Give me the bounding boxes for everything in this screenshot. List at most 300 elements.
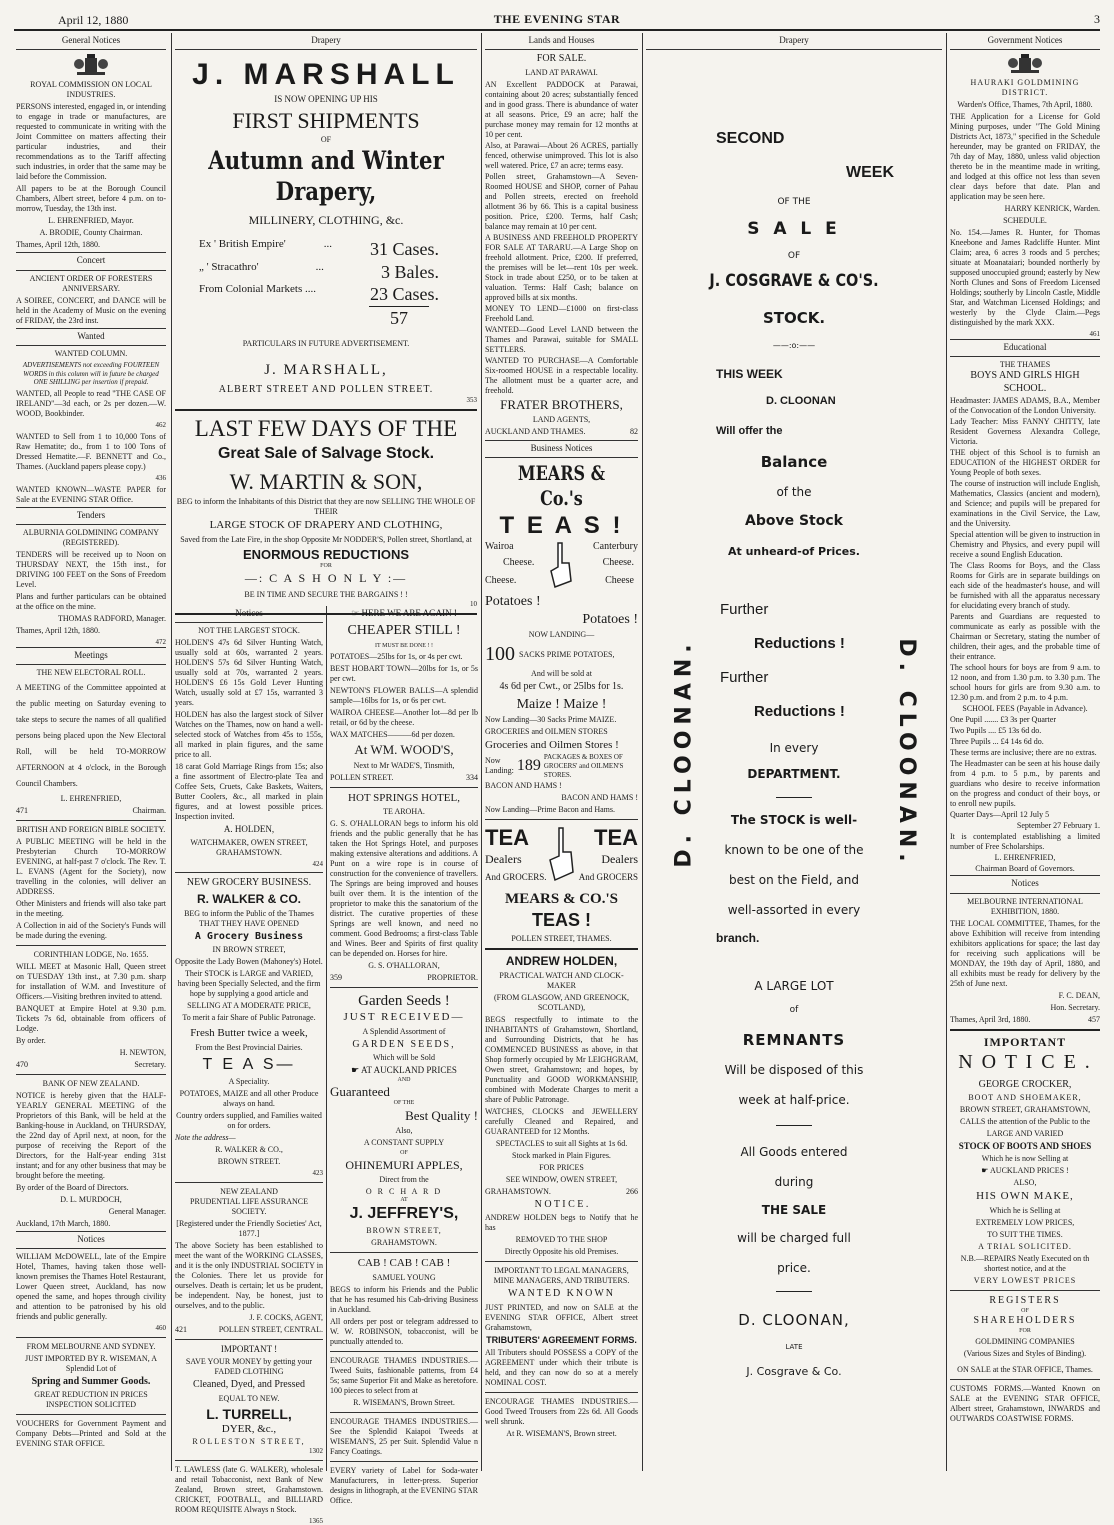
department: DEPARTMENT.	[646, 767, 942, 782]
walker-merit: To merit a fair Share of Public Patronage.	[175, 1013, 323, 1023]
hundred: 100	[485, 642, 515, 667]
vertical-banner-right: D. CLOONAN.	[876, 633, 936, 873]
for-sale: FOR SALE.	[485, 53, 638, 66]
chairman-role: Chairman Board of Governors.	[950, 864, 1100, 874]
walker-grocery: A Grocery Business	[175, 931, 323, 944]
alburnia-title: ALBURNIA GOLDMINING COMPANY (REGISTERED).	[16, 528, 166, 548]
shareholders: SHAREHOLDERS	[950, 1315, 1100, 1328]
cosgrave-name: J. COSGRAVE & CO'S.	[668, 271, 920, 292]
column-2a	[175, 606, 323, 1471]
land-item: WANTED TO PURCHASE—A Comfortable Six-roomed HOUSE in a respectable locality. The allotment must be a quarter acre, and freehold.	[485, 356, 638, 396]
pointing-hand-icon	[545, 826, 577, 882]
martin-bargains: BE IN TIME AND SECURE THE BARGAINS ! !	[175, 590, 477, 600]
of-label: OF	[950, 1308, 1100, 1316]
here-again: ☞ HERE WE ARE AGAIN !	[330, 608, 478, 619]
alburnia-body-2: Plans and further particulars can be obtained at the office on the mine.	[16, 592, 166, 612]
bible-body: A PUBLIC MEETING will be held in the Presbyterian Church TO-MORROW EVENING, at half-past 7 o'clock. The Rev. T. L. EVANS (Agent for the Society), now travelling in the colonies, will deliver an ADDRESS.	[16, 837, 166, 897]
grocery-title: NEW GROCERY BUSINESS.	[175, 877, 323, 890]
schedule-title: SCHEDULE.	[950, 216, 1100, 226]
lowest-prices: VERY LOWEST PRICES	[950, 1276, 1100, 1286]
walker-speciality: A Speciality.	[175, 1077, 323, 1087]
ad-number: 461	[950, 330, 1100, 339]
of-2: of	[646, 1005, 942, 1016]
corinthian-role: Secretary.	[134, 1060, 166, 1070]
melbourne-body: THE LOCAL COMMITTEE, Thames, for the above Exhibition will receive from intending exhibitors applications for space; the last day for receiving such applications will be MONDAY, the 19th day of April, 1880, and all exhibits must be ready for delivery by the 25th of June next.	[950, 919, 1100, 989]
turrell-equal: EQUAL TO NEW.	[175, 1394, 323, 1404]
maize-title: Maize ! Maize !	[485, 696, 638, 714]
quarter-days-2: September 27 February 1.	[950, 821, 1100, 831]
wanted-ad: WANTED to Sell from 1 to 10,000 Tons of Raw Hematite; do., from 1 to 100 Tons of Dressed Hematite.—F. BENNETT and Co., Thames. (Auckland papers please copy.)	[16, 432, 166, 472]
extremely-low: EXTREMELY LOW PRICES,	[950, 1218, 1100, 1228]
known: known to be one of the	[646, 843, 942, 858]
walker-opposite: Opposite the Lady Bowen (Mahoney's) Hotel.	[175, 957, 323, 967]
well-assorted: well-assorted in every	[646, 903, 942, 918]
above-stock: Above Stock	[646, 513, 942, 531]
column-divider	[326, 606, 327, 1471]
mears-2: MEARS & CO.'S	[485, 890, 638, 909]
see-window: SEE WINDOW, OWEN STREET,	[485, 1175, 638, 1185]
school-parents: Parents and Guardians are requested to communicate as early as possible with the Chairman or Secretary, stating the number of children, their ages, and the probable time of their entrance.	[950, 612, 1100, 662]
price-item: WAIROA CHEESE—Another lot—8d per lb retail, or 6d by the cheese.	[330, 708, 478, 728]
tributers-body: All Tributers should POSSESS a COPY of the AGREEMENT under which their tribute is held, and they can now do so at a merely NOMINAL COST.	[485, 1348, 638, 1388]
land-item: AN Excellent PADDOCK at Parawai, containing about 20 acres; substantially fenced and in good grass. There is abundance of water at all seasons. Price, £9 an acre; half the purchase money may remain for 12 months at 10 per cent.	[485, 80, 638, 140]
late: LATE	[646, 1343, 942, 1352]
marshall-name: J. MARSHALL	[175, 56, 477, 94]
wanted-note: ADVERTISEMENTS not exceeding FOURTEEN WORDS in this column will in future be charged ONE SHILLING per insertion if prepaid.	[16, 361, 166, 387]
mears-title: MEARS & Co.'s	[500, 461, 622, 511]
melbourne-body: JUST IMPORTED BY R. WISEMAN, A Splendid Lot of	[16, 1354, 166, 1374]
splendid: A Splendid Assortment of	[330, 1027, 478, 1037]
school-hours: The school hours for boys are from 9 a.m. to 12 noon, and from 1.30 p.m. to 3.30 p.m. The school hours for girls are from 9.30 a.m. to 12.30 p.m. and from 2 p.m. to 4 p.m.	[950, 663, 1100, 703]
also-label: ALSO,	[950, 1178, 1100, 1188]
royal-title: ROYAL COMMISSION ON LOCAL INDUSTRIES.	[16, 80, 166, 100]
walker-in: IN BROWN STREET,	[175, 945, 323, 955]
bank-title: BANK OF NEW ZEALAND.	[16, 1079, 166, 1089]
remnants: REMNANTS	[646, 1031, 942, 1050]
ad-number: 266	[626, 1187, 638, 1197]
forester-title: ANCIENT ORDER OF FORESTERS ANNIVERSARY.	[16, 274, 166, 294]
tea-dealers-ad: TEA TEA Dealers Dealers And GROCERS. And GROCERS	[485, 824, 638, 890]
walker-country: Country orders supplied, and Families waited on for orders.	[175, 1111, 323, 1131]
and-label: AND	[330, 1077, 478, 1085]
issue-date: April 12, 1880	[58, 13, 128, 28]
important-title: IMPORTANT	[950, 1035, 1100, 1050]
branch: branch.	[716, 931, 759, 946]
headmaster: Headmaster: JAMES ADAMS, B.A., Member of the Convocation of the London University.	[950, 396, 1100, 416]
young-body-2: All orders per post or telegram addressed to W. W. ROBINSON, tobacconist, will be punctually attended to.	[330, 1317, 478, 1347]
bible-body-3: A Collection in aid of the Society's Funds will be made during the evening.	[16, 921, 166, 941]
electoral-title: THE NEW ELECTORAL ROLL.	[16, 668, 166, 678]
pointing-hand-icon: ☞	[351, 608, 359, 618]
marshall-particulars: PARTICULARS IN FUTURE ADVERTISEMENT.	[175, 339, 477, 349]
stock: STOCK.	[646, 309, 942, 328]
sold-at: And will be sold at	[485, 669, 638, 679]
last-few-days: LAST FEW DAYS OF THE	[175, 415, 477, 444]
column-divider	[642, 33, 643, 1471]
turrell-save: SAVE YOUR MONEY by getting your FADED CLOTHING	[175, 1357, 323, 1377]
melbourne-date: Thames, April 3rd, 1880.	[950, 1015, 1030, 1025]
walker-address: BROWN STREET.	[175, 1157, 323, 1167]
just-printed: JUST PRINTED, and now on SALE at the EVENING STAR OFFICE, Albert street Grahamstown,	[485, 1303, 638, 1333]
cheese-ad: Wairoa Canterbury Cheese. Cheese. Cheese. Cheese	[485, 541, 638, 593]
corinthian-sig: H. NEWTON,	[16, 1048, 166, 1058]
ohinemuri-apples: OHINEMURI APPLES,	[330, 1158, 478, 1173]
walker-body: BEG to inform the Public of the Thames THAT THEY HAVE OPENED	[175, 909, 323, 929]
school-object: THE object of this School is to furnish an EDUCATION of the HIGHEST ORDER for Young People of both sexes.	[950, 448, 1100, 478]
nz-address: POLLEN STREET, CENTRAL.	[219, 1325, 323, 1335]
of-label: OF	[330, 1150, 478, 1158]
short-rule	[776, 797, 812, 798]
holden-rings: 18 carat Gold Marriage Rings from 15s; also a fine assortment of Electro-plate Tea and Coffee Sets, Cruets, Cake Baskets, Waiters, Butter Coolers, &c., all marked in plain figures, and at lowest possible prices. Inspection invited.	[175, 762, 323, 822]
the-sale: THE SALE	[646, 1203, 942, 1218]
vouchers-notice: VOUCHERS for Government Payment and Company Debts—Printed and Sold at the EVENING STAR OFFICE.	[16, 1419, 166, 1449]
walker-stock: Their STOCK is LARGE and VARIED, having been Specially Selected, and the firm hope by supplying a good article and	[175, 969, 323, 999]
this-week: THIS WEEK	[716, 367, 783, 382]
turrell-clean: Cleaned, Dyed, and Pressed	[175, 1379, 323, 1392]
notice-title: N O T I C E .	[485, 1199, 638, 1212]
hot-springs-body: G. S. O'HALLORAN begs to inform his old friends and the public generally that he has taken the Hot Springs Hotel, and purposes making extensive alterations and additions. A Punt on a wire rope is in course of construction for the convenience of travellers. The Springs are being improved and houses built over them. It is the intention of the proprietor to make this the sanatorium of the district. The curative properties of these Springs are well known, and need no comment. Good Bedrooms; a first-class Table and Wines. Beer and Spirits of first quality can be depended on. Horses for hire.	[330, 819, 478, 959]
bank-body: NOTICE is hereby given that the HALF-YEARLY GENERAL MEETING of the Proprietors of this Bank, will be held at the Banking-house in Auckland, on THURSDAY, the 22nd day of April next, at noon, for the purpose of receiving the Report of the Directors, for the Half-year ending 31st instant; and for any other business that may be brought before the meeting.	[16, 1091, 166, 1181]
j-cosgrave: J. Cosgrave & Co.	[646, 1365, 942, 1379]
column-2-top	[175, 33, 477, 608]
andrew-holden: ANDREW HOLDEN,	[485, 954, 638, 969]
removed: REMOVED TO THE SHOP	[485, 1235, 638, 1245]
section-header: Educational	[950, 339, 1100, 357]
electoral-sig: L. EHRENFRIED,	[16, 794, 166, 804]
price-item: POTATOES—25lbs for 1s, or 4s per cwt.	[330, 652, 478, 662]
newspaper-title: THE EVENING STAR	[0, 12, 1114, 27]
land-item: Also, at Parawai—About 26 ACRES, partially fenced, otherwise unimproved. This lot is also well watered. Price, £7 an acre; terms easy.	[485, 141, 638, 171]
melbourne-title: FROM MELBOURNE AND SYDNEY.	[16, 1342, 166, 1352]
section-header: General Notices	[16, 33, 166, 50]
shipment-row: From Colonial Markets .... 23 Cases.	[199, 283, 439, 306]
also: Also,	[330, 1126, 478, 1136]
ad-number: 462	[16, 421, 166, 430]
hot-springs-sig: G. S. O'HALLORAN,	[330, 961, 478, 971]
selling-at: Which he is now Selling at	[950, 1154, 1100, 1164]
wood-next: Next to Mr WADE'S, Tinsmith,	[330, 761, 478, 771]
opposite: Directly Opposite his old Premises.	[485, 1247, 638, 1257]
quarter-days: Quarter Days—April 12 July 5	[950, 810, 1100, 820]
column-divider	[481, 33, 482, 1471]
frater-agents: LAND AGENTS,	[485, 415, 638, 425]
marshall-signature: J. MARSHALL,	[175, 361, 477, 380]
jeffrey-town: GRAHAMSTOWN.	[330, 1238, 478, 1248]
royal-body-2: All papers to be at the Borough Council Chambers, Albert street, before 4 p.m. on to-morrow, Tuesday, the 13th inst.	[16, 184, 166, 214]
various: (Various Sizes and Styles of Binding).	[950, 1349, 1100, 1359]
wanted-ad: WANTED KNOWN—WASTE PAPER for Sale at the EVENING STAR Office.	[16, 485, 166, 505]
potatoes-2: Potatoes !	[485, 611, 638, 629]
masthead-rule	[14, 29, 1100, 31]
ad-number: 470	[16, 1060, 28, 1070]
vertical-banner-left: D. CLOONAN.	[654, 633, 714, 873]
section-header: Lands and Houses	[485, 33, 638, 50]
schedule-body: No. 154.—James R. Hunter, for Thomas Kneebone and James Radcliffe Hunter. Mint Claim; area, 6 acres 3 roods and 5 perches; situate at Moanataiari; bounded northerly by supposed unoccupied ground; easterly by New North Clunes and Sons of Freedom Licensed Holdings; southerly by Lincoln Castle, Middle Star, and Watchman Licensed Holdings; and westerly by the Clyde Claim.—Pegs distinguished by the mark XXX.	[950, 228, 1100, 328]
column-divider	[946, 33, 947, 1471]
large-varied: LARGE AND VARIED	[950, 1129, 1100, 1139]
turrell-address: ROLLESTON STREET,	[175, 1437, 323, 1447]
now-landing-label: Now Landing:	[485, 756, 514, 776]
ad-number: 471	[16, 806, 28, 816]
reductions-2: Reductions !	[754, 703, 845, 722]
price-item: NEWTON'S FLOWER BALLS—A splendid sample—16lbs for 1s, or 6s per cwt.	[330, 686, 478, 706]
nz-society: PRUDENTIAL LIFE ASSURANCE SOCIETY.	[175, 1197, 323, 1217]
sale: S A L E	[646, 219, 942, 240]
electoral-role: Chairman.	[132, 806, 166, 816]
price-item: WAX MATCHES———6d per dozen.	[330, 730, 478, 740]
practical: PRACTICAL WATCH AND CLOCK-MAKER	[485, 971, 638, 991]
royal-crest-icon	[71, 54, 111, 76]
section-header: Concert	[16, 252, 166, 270]
bacon-landing: Now Landing—Prime Bacon and Hams.	[485, 805, 638, 815]
section-header: Business Notices	[485, 440, 638, 458]
orchard: O R C H A R D	[330, 1187, 478, 1197]
turrell-dyer: DYER, &c.,	[175, 1423, 323, 1437]
bacon-2: BACON AND HAMS !	[485, 793, 638, 803]
ad-number: 472	[16, 638, 166, 647]
shipment-total: 57	[369, 306, 429, 330]
shipment-row: „ ' Stracathro' ... 3 Bales.	[199, 261, 439, 284]
royal-crest-icon	[1005, 54, 1045, 74]
it-must-be-done: IT MUST BE DONE ! !	[330, 643, 478, 651]
holden-watches-2: HOLDEN has also the largest stock of Silver Watches on the Thames, now on hand a well-selected stock of Watches from 45s to 155s, all marked in plain figures, and the same price to all.	[175, 710, 323, 760]
bank-sig: D. L. MURDOCH,	[16, 1195, 166, 1205]
melbourne-goods: Spring and Summer Goods.	[16, 1376, 166, 1389]
andrew-notify: ANDREW HOLDEN begs to Notify that he has	[485, 1213, 638, 1233]
encourage-ad: ENCOURAGE THAMES INDUSTRIES.—Tweed Suits, fashionable patterns, from £4 5s; same Superior Fit and Make as heretofore. 100 pieces to select from at	[330, 1356, 478, 1396]
young-name: SAMUEL YOUNG	[330, 1273, 478, 1283]
salvage-sale: Great Sale of Salvage Stock.	[175, 444, 477, 464]
week: WEEK	[846, 163, 894, 183]
forester-body: A SOIREE, CONCERT, and DANCE will be held in the Academy of Music on the evening of FRIDAY, the 23rd inst.	[16, 296, 166, 326]
masthead	[0, 0, 1114, 30]
will-be-sold: Which will be Sold	[330, 1053, 478, 1063]
during: during	[646, 1175, 942, 1190]
martin-reductions: ENORMOUS REDUCTIONS	[175, 547, 477, 563]
frater-name: FRATER BROTHERS,	[485, 397, 638, 413]
bacon-1: BACON AND HAMS !	[485, 781, 638, 791]
pointing-hand-icon: ☛	[351, 1065, 359, 1075]
royal-sig: A. BRODIE, County Chairman.	[16, 228, 166, 238]
terms: These terms are inclusive; there are no extras.	[950, 748, 1100, 758]
his-own-make: HIS OWN MAKE,	[950, 1190, 1100, 1204]
wanted-column-title: WANTED COLUMN.	[16, 349, 166, 359]
cloonan-1: D. CLOONAN	[766, 395, 836, 409]
headmaster-seen: The Headmaster can be seen at his house daily from 4 p.m. to 5 p.m., by parents and guardians who desire to receive information on the progress and conduct of their boys, or to enroll new pupils.	[950, 759, 1100, 809]
stock-is: The STOCK is well-	[646, 813, 942, 828]
pointing-hand-icon: ☛	[981, 1166, 988, 1175]
walker-teas: T E A S—	[175, 1055, 323, 1075]
best-quality: Best Quality !	[330, 1108, 478, 1124]
short-rule	[776, 1125, 812, 1126]
school-rooms: The Class Rooms for Boys, and the Class Rooms for Girls are in separate buildings on each side of the headmaster's house, and will be furnished with all the apparatus necessary for elucidating every branch of study.	[950, 561, 1100, 611]
turrell-name: L. TURRELL,	[175, 1406, 323, 1424]
wanted-ad: WANTED, all People to read "THE CASE OF IRELAND"—3d each, or 2s per dozen.—W. WOOD, Bookbinder.	[16, 389, 166, 419]
holden-sig: A. HOLDEN,	[175, 824, 323, 835]
martin-cash: —: C A S H O N L Y :—	[175, 571, 477, 586]
section-header: Tenders	[16, 507, 166, 525]
column-1	[16, 33, 166, 1471]
for-prices: FOR PRICES	[485, 1163, 638, 1173]
alburnia-sig: THOMAS RADFORD, Manager.	[16, 614, 166, 624]
marshall-address: ALBERT STREET AND POLLEN STREET.	[175, 384, 477, 397]
section-header: Notices	[175, 606, 323, 623]
martin-saved: Saved from the Late Fire, in the shop Opposite Mr NODDER'S, Pollen street, Shortland, at	[175, 535, 477, 545]
auckland-prices: ☛ AT AUCKLAND PRICES	[330, 1065, 478, 1076]
sacks: SACKS PRIME POTATOES,	[519, 650, 614, 660]
jeffrey-name: J. JEFFREY'S,	[330, 1204, 478, 1224]
repairs: N.B.—REPAIRS Neatly Executed on th shortest notice, and at the	[950, 1254, 1100, 1274]
walker-dairies: From the Best Provincial Dairies.	[175, 1043, 323, 1053]
crocker-calls: CALLS the attention of the Public to the	[950, 1117, 1100, 1127]
jeffrey-address: BROWN STREET,	[330, 1226, 478, 1236]
best-on-field: best on the Field, and	[646, 873, 942, 888]
on-sale: ON SALE at the STAR OFFICE, Thames.	[950, 1365, 1100, 1375]
melbourne-tail: GREAT REDUCTION IN PRICES INSPECTION SOLICITED	[16, 1390, 166, 1410]
which-he: Which he is Selling at	[950, 1206, 1100, 1216]
fee-row: Two Pupils .... £5 13s 6d do.	[950, 726, 1100, 736]
holden-watches: HOLDEN'S 47s 6d Silver Hunting Watch, usually sold at 60s, warranted 2 years. HOLDEN'S 57s 6d Silver Hunting Watch, usually sold at 70s, warranted 2 years. HOLDEN'S £6 15s Gold Lever Hunting Watch, usually sold at £7 15s, warranted 3 years.	[175, 638, 323, 708]
bible-title: BRITISH AND FOREIGN BIBLE SOCIETY.	[16, 825, 166, 835]
land-item: WANTED—Good Level LAND between the Thames and Parawai, suitable for SMALL SETTLERS.	[485, 325, 638, 355]
alburnia-body: TENDERS will be received up to Noon on THURSDAY NEXT, the 15th inst., for DRIVING 100 FEET on the Sons of Freedom Level.	[16, 550, 166, 590]
martin-for: FOR	[175, 563, 477, 571]
walker-note: Note the address—	[175, 1133, 323, 1143]
section-header: Wanted	[16, 328, 166, 346]
important-legal: IMPORTANT TO LEGAL MANAGERS, MINE MANAGERS, AND TRIBUTERS.	[485, 1266, 638, 1286]
royal-sig: L. EHRENFRIED, Mayor.	[16, 216, 166, 226]
unheard-prices: At unheard-of Prices.	[646, 545, 942, 559]
marshall-of: OF	[175, 135, 477, 145]
warden-office: Warden's Office, Thames, 7th April, 1880.	[950, 100, 1100, 110]
nz-body: The above Society has been established to meet the want of the WORKING CLASSES, and it is the only INDUSTRIAL SOCIETY in the Colonies. There let us provide for ourselves. Death is certain; let us be prudent, be independent. Nay, be honest, just to ourselves, and to the public.	[175, 1241, 323, 1311]
marshall-millinery: MILLINERY, CLOTHING, &c.	[175, 213, 477, 228]
direct: Direct from the	[330, 1175, 478, 1185]
page-number: 3	[1094, 12, 1100, 27]
marshall-autumn: Autumn and Winter Drapery,	[198, 145, 455, 208]
electoral-body: A MEETING of the Committee appointed at the public meeting on Saturday evening to take steps to secure the names of all qualified persons being placed upon the New Electoral Roll, will be held TO-MORROW AFTERNOON at 4 o'clock, in the Borough Council Chambers.	[16, 680, 166, 792]
charged: will be charged full	[646, 1231, 942, 1246]
young-body: BEGS to inform his Friends and the Public that he has resumed his Cab-driving Business in Auckland.	[330, 1285, 478, 1315]
now-landing: NOW LANDING—	[485, 630, 638, 640]
school-course: The course of instruction will include English, Mathematics, Classics (ancient and modern), and Science; and pupils will be prepared for examinations in the Civil Service, the Law, and the University.	[950, 479, 1100, 529]
bank-by: By order of the Board of Directors.	[16, 1183, 166, 1193]
tributers-forms: TRIBUTERS' AGREEMENT FORMS.	[485, 1335, 638, 1346]
ornament: ——:o:——	[646, 341, 942, 351]
auckland-prices: ☛ AUCKLAND PRICES !	[950, 1166, 1100, 1176]
encourage-sig: R. WISEMAN'S, Brown Street.	[330, 1398, 478, 1408]
bank-date: Auckland, 17th March, 1880.	[16, 1219, 166, 1229]
just-received: JUST RECEIVED—	[330, 1011, 478, 1025]
large-lot: A LARGE LOT	[646, 979, 942, 994]
short-rule	[776, 1291, 812, 1292]
column-4	[646, 33, 942, 1471]
further-1: Further	[720, 601, 768, 620]
of: OF	[646, 251, 942, 262]
constant-supply: A CONSTANT SUPPLY	[330, 1138, 478, 1148]
shipment-row: Ex ' British Empire' ... 31 Cases.	[199, 238, 439, 261]
bible-body-2: Other Ministers and friends will also take part in the meeting.	[16, 899, 166, 919]
column-5	[950, 33, 1100, 1471]
frater-address: AUCKLAND AND THAMES.	[485, 427, 586, 437]
marshall-first: FIRST SHIPMENTS	[175, 107, 477, 135]
marshall-sub: IS NOW OPENING UP HIS	[175, 94, 477, 105]
groceries-title: GROCERIES and OILMEN STORES	[485, 727, 638, 737]
hot-springs-title: HOT SPRINGS HOTEL,	[330, 792, 478, 806]
encourage-ad: ENCOURAGE THAMES INDUSTRIES.—See the Splendid Kaiapoi Tweeds at WISEMAN'S, 25 per Suit. Splendid Value n Fancy Coatings.	[330, 1417, 478, 1457]
column-2b	[330, 606, 478, 1471]
thames-label: THE THAMES	[950, 360, 1100, 370]
ad-number: 334	[466, 773, 478, 783]
crocker-name: GEORGE CROCKER,	[950, 1079, 1100, 1092]
melbourne-exhibition: MELBOURNE INTERNATIONAL EXHIBITION, 1880.	[950, 897, 1100, 917]
mears-teas: T E A S !	[485, 511, 638, 541]
packages: PACKAGES & BOXES OF GROCERS' and OILMEN'S STORES.	[544, 753, 638, 779]
section-header: Drapery	[646, 33, 942, 50]
royal-body: PERSONS interested, engaged in, or intending to engage in trade or manufactures, are requested to communicate in writing with the Joint Committee on matters affecting their particular industries, and their recommendations as to the Tariff affecting such industries, in order that the same may be laid before the Commission.	[16, 102, 166, 182]
ad-number: 436	[16, 474, 166, 483]
second: SECOND	[716, 129, 784, 149]
spectacles: SPECTACLES to suit all Sights at 1s 6d.	[485, 1139, 638, 1149]
martin-stock: LARGE STOCK OF DRAPERY AND CLOTHING,	[175, 519, 477, 533]
ad-number: 10	[175, 600, 477, 609]
watches: WATCHES, CLOCKS and JEWELLERY carefully Cleaned and Repaired, and GUARANTEED for 12 Months.	[485, 1107, 638, 1137]
labels-ad: EVERY variety of Label for Soda-water Manufacturers, in letter-press. Superior designs in lithograph, at the EVENING STAR Office.	[330, 1466, 478, 1506]
section-header: Government Notices	[950, 33, 1100, 50]
balance: Balance	[646, 453, 942, 472]
martin-name: W. MARTIN & SON,	[175, 468, 477, 496]
ad-number: 457	[1088, 1015, 1100, 1025]
column-3	[485, 33, 638, 1471]
section-header: Drapery	[175, 33, 477, 50]
warden-sig: HARRY KENRICK, Warden.	[950, 204, 1100, 214]
further-2: Further	[720, 669, 768, 688]
stock-boots: STOCK OF BOOTS AND SHOES	[950, 1141, 1100, 1152]
maize-landing: Now Landing—30 Sacks Prime MAIZE.	[485, 715, 638, 725]
customs-forms: CUSTOMS FORMS.—Wanted Known on SALE at the EVENING STAR OFFICE, Albert street, Grahamstown, INWARDS and OUTWARDS COASTWISE FORMS.	[950, 1384, 1100, 1424]
ad-number: 424	[175, 860, 323, 869]
fee-row: One Pupil ....... £3 3s per Quarter	[950, 715, 1100, 725]
price-item: BEST HOBART TOWN—20lbs for 1s, or 5s per cwt.	[330, 664, 478, 684]
cheaper-still: CHEAPER STILL !	[330, 622, 478, 640]
bank-role: General Manager.	[16, 1207, 166, 1217]
holden-address: WATCHMAKER, OWEN STREET, GRAHAMSTOWN.	[175, 838, 323, 858]
scholarships: It is contemplated establishing a limited number of Free Scholarships.	[950, 832, 1100, 852]
in-every: In every	[646, 741, 942, 756]
lady-teacher: Lady Teacher: Miss FANNY CHITTY, late Resident Governess Alexandra College, Victoria.	[950, 417, 1100, 447]
lawless-notice: T. LAWLESS (late G. WALKER), wholesale and retail Tobacconist, next Bank of New Zealand, Brown street, Grahamstown. CRICKET, FOOTBALL, and BILLIARD ROOM REQUISITE Always n Stock.	[175, 1465, 323, 1515]
hauraki-title: HAURAKI GOLDMINING DISTRICT.	[950, 78, 1100, 98]
corinthian-body: WILL MEET at Masonic Hall, Queen street on TUESDAY 13th inst., at 7.30 p.m. sharp for installation of W.M. and Investiture of Officers.—Visiting brethren invited to attend.	[16, 962, 166, 1002]
ad-number: 1302	[175, 1447, 323, 1456]
shipment-list	[199, 238, 477, 329]
garden-seeds-title: Garden Seeds !	[330, 992, 478, 1011]
mcdowell-notice: WILLIAM McDOWELL, late of the Empire Hotel, Thames, having taken those well-known premises the Thames Hotel Restaurant, Lower Queen street, Auckland, has now opened the same, and hopes through civility and attention to be patronised by his old friends and public generally.	[16, 1252, 166, 1322]
cab-title: CAB ! CAB ! CAB !	[330, 1257, 478, 1271]
land-item: MONEY TO LEND—£1000 on first-class Freehold Land.	[485, 304, 638, 324]
section-header: Notices	[950, 875, 1100, 893]
royal-date: Thames, April 12th, 1880.	[16, 240, 166, 250]
crocker-address: BROWN STREET, GRAHAMSTOWN,	[950, 1105, 1100, 1115]
goldmining: GOLDMINING COMPANIES	[950, 1337, 1100, 1347]
andrew-body: BEGS respectfully to intimate to the INHABITANTS of Grahamstown, Shortland, and Surrounding Districts, that he has COMMENCED BUSINESS as above, in that Shop formerly occupied by Mr LEIGHGRAM, Owen street, Grahamstown; and hopes, by Punctuality and GOOD WORKMANSHIP, combined with Moderate Charges to merit a share of Public Patronage.	[485, 1015, 638, 1105]
walker-name: R. WALKER & CO.	[175, 892, 323, 907]
corinthian-title: CORINTHIAN LODGE, No. 1655.	[16, 950, 166, 960]
grahamstown: GRAHAMSTOWN.	[485, 1187, 551, 1197]
potatoes-1: Potatoes !	[485, 593, 638, 611]
boot-maker: BOOT AND SHOEMAKER,	[950, 1093, 1100, 1103]
of-the: OF THE	[330, 1100, 478, 1108]
